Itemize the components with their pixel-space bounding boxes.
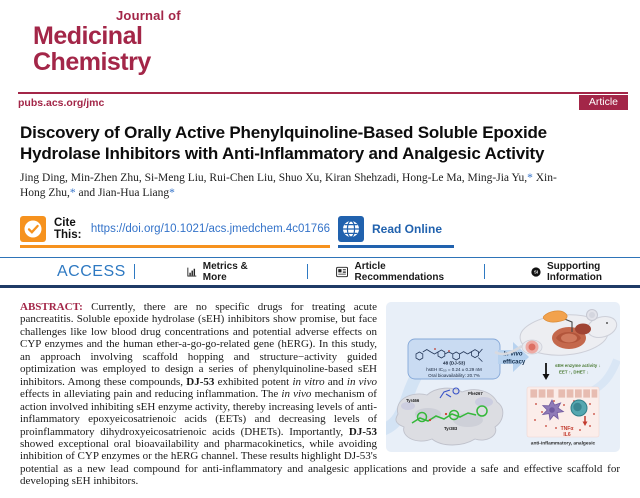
- stomach: [575, 324, 591, 335]
- page-title: Discovery of Orally Active Phenylquinoline-Based Soluble Epoxide Hydrolase Inhibitors with Anti-Inflammatory and Analgesic Activity: [20, 123, 547, 163]
- corresponding-author-star[interactable]: *: [169, 187, 175, 199]
- graphical-abstract: [386, 302, 620, 452]
- cite-bar-gap: [330, 215, 338, 248]
- effect-text-1: sEH enzyme activity ↓: [555, 363, 601, 368]
- access-bar: [0, 257, 640, 288]
- compound-potency: hsEH IC₅₀ = 0.24 ± 0.29 nM: [426, 367, 482, 372]
- efficacy-label-1: In vivo: [503, 351, 523, 358]
- abstract-text: exhibited potent: [214, 375, 293, 388]
- residue-label-1: Tyr466: [406, 398, 420, 403]
- abstract-section: [20, 301, 620, 488]
- masthead-divider: [18, 92, 628, 94]
- metrics-and-more-link[interactable]: [187, 261, 253, 283]
- recommendations-label: Article Recommendations: [354, 260, 445, 283]
- abstract-text: showed exceptional oral bioavailability and pharmacokinetics, while avoiding inhibition of CYP enzymes or the hERG channel. These results highlight DJ-53's potential as a new lead compound for anti-inflammatory and analgesic applications and provide a safe and effective scaffold for developing sEH inhibitors.: [20, 437, 620, 488]
- residue-label-3: Tyr383: [444, 426, 458, 431]
- journal-logo-line2: Chemistry: [33, 48, 151, 76]
- access-separator: [484, 264, 485, 279]
- abstract-label: ABSTRACT:: [20, 301, 83, 313]
- outcome-caption: anti-inflammatory, analgesic: [530, 441, 596, 447]
- compound-mention: DJ-53: [186, 375, 215, 388]
- abstract-text: Currently, there are no specific drugs for treating acute pancreatitis. Soluble epoxide hydrolase (sEH) inhibitors show promise, but face challenges like low blood drug concentrations and potential adverse effects on CYP enzymes and the human ether-a-go-go-related gene (hERG). In this study, an approach involving scaffold hopping and structure−activity guided optimization was employed to design a series of phenylquinoline-based sEH inhibitors. Among these compounds,: [20, 301, 377, 388]
- cite-this-button[interactable]: [20, 215, 330, 248]
- access-separator: [307, 264, 308, 279]
- article-recommendations-link[interactable]: [336, 261, 447, 283]
- bar-chart-icon: [187, 265, 197, 279]
- inflammation-cells-box: [527, 387, 599, 438]
- epithelial-barrier: [530, 389, 598, 398]
- si-icon: [531, 265, 541, 279]
- journal-logo-top: Journal of: [116, 8, 181, 23]
- access-link[interactable]: ACCESS: [57, 262, 126, 280]
- article-type-badge[interactable]: Article: [579, 95, 628, 110]
- cytokine-label-1: TNFα: [560, 426, 574, 432]
- cite-bar: [20, 215, 620, 248]
- protein-pocket-illustration: [396, 388, 503, 445]
- abstract-italic: in vitro: [292, 375, 325, 388]
- globe-icon: [338, 216, 364, 242]
- cytokine-label-2: IL6: [563, 432, 571, 438]
- check-icon: [20, 216, 46, 242]
- read-online-button[interactable]: [338, 215, 454, 248]
- corresponding-author-star[interactable]: *: [69, 187, 76, 199]
- efficacy-label-2: efficacy: [502, 359, 526, 366]
- residue-label-2: Phe267: [468, 391, 483, 396]
- recommendations-icon: [336, 265, 348, 279]
- supporting-info-label: Supporting Information: [546, 260, 602, 283]
- author-names: and Jian-Hua Liang: [75, 187, 170, 199]
- doi-link[interactable]: https://doi.org/10.1021/acs.jmedchem.4c01766: [90, 222, 330, 235]
- abstract-text: effects in alleviating pain and reducing inflammation. The: [20, 388, 282, 401]
- compound-structure-box: [408, 339, 500, 379]
- abstract-text: and: [324, 375, 347, 388]
- compound-label: 48 (DJ-53): [443, 360, 465, 366]
- author-names: Xin-Hong Zhu,: [20, 172, 557, 199]
- journal-url-link[interactable]: pubs.acs.org/jmc: [18, 97, 105, 109]
- journal-masthead: [0, 0, 640, 110]
- compound-mention: DJ-53: [348, 425, 377, 438]
- corresponding-author-star[interactable]: *: [527, 172, 533, 184]
- author-list: [20, 171, 580, 201]
- metrics-label: Metrics & More: [202, 260, 248, 283]
- journal-logo-line1: Medicinal: [33, 22, 143, 50]
- journal-logo: [33, 8, 181, 75]
- author-names: Jing Ding, Min-Zhen Zhu, Si-Meng Liu, Rui-Chen Liu, Shuo Xu, Kiran Shehzadi, Hong-Le Ma, Ming-Jia Yu,: [20, 172, 528, 184]
- read-online-label: Read Online: [372, 221, 443, 236]
- abstract-italic: in vivo: [346, 375, 377, 388]
- abstract-italic: in vivo: [281, 388, 312, 401]
- supporting-information-link[interactable]: [531, 261, 626, 283]
- graphical-abstract-figure: [386, 302, 620, 452]
- abstract-text: mechanism of action involved inhibiting sEH enzyme activity, thereby increasing levels of anti-inflammatory epoxyeicosatrienoic acids (EETs) and decreasing levels of proinflammatory dihydroxyeicosatrienoic acids (DHETs). Importantly,: [20, 388, 377, 438]
- access-separator: [134, 264, 135, 279]
- svg-text:SI: SI: [533, 269, 538, 275]
- effect-text-2: EET ↑, DHET ↓: [559, 369, 589, 375]
- compound-bioavailability: Oral bioavailability: 20.7%: [428, 373, 480, 378]
- cite-this-label: Cite This:: [54, 216, 82, 241]
